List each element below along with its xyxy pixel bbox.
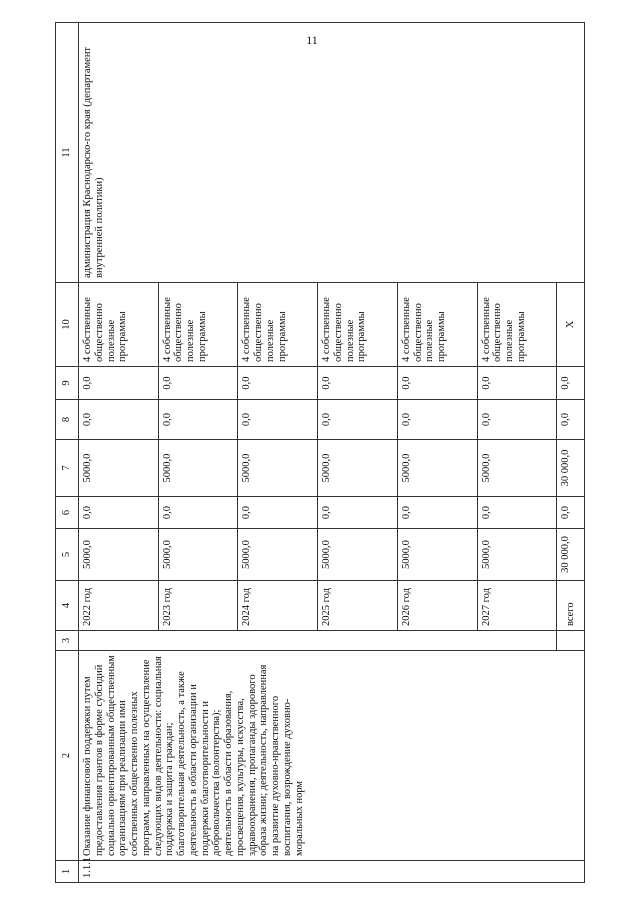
result-cell: 4 собственные общественно полезные программы: [79, 282, 159, 366]
value-cell: 0,0: [318, 496, 398, 528]
header-col-5: 5: [56, 528, 79, 580]
header-col-6: 6: [56, 496, 79, 528]
value-cell: 0,0: [397, 496, 477, 528]
total-value-cell: 0,0: [557, 366, 585, 399]
header-col-3: 3: [56, 630, 79, 650]
total-label: всего: [557, 580, 585, 630]
total-result-cell: Х: [557, 282, 585, 366]
value-cell: 5000,0: [158, 528, 238, 580]
value-cell: 5000,0: [238, 528, 318, 580]
value-cell: 0,0: [477, 399, 557, 439]
empty-cell: [557, 630, 585, 650]
year-cell: 2025 год: [318, 580, 398, 630]
value-cell: 5000,0: [318, 528, 398, 580]
empty-cell: [79, 630, 557, 650]
row-description: Оказание финансовой поддержки путем предоставления грантов в форме субсидий социально ориентированным общественным организациям при реализации ими собственных общественно полезных программ, направленных на осуществление следующих видов деятельности: социальная поддержка и защита граждан; благотворительная деятельность, а также деятельность в области организации и поддержки благотворительности и добровольчества (волонтерства); деятельность в области образования, просвещения, культуры, искусства, здравоохранения, пропаганды здорового образа жизни; деятельность, направленная на развитие духовно-нравственного воспитания, возрождение духовно-моральных норм: [79, 650, 585, 860]
value-cell: 0,0: [238, 399, 318, 439]
value-cell: 0,0: [158, 496, 238, 528]
header-col-11: 11: [56, 22, 79, 282]
page-number: 11: [306, 33, 318, 47]
year-cell: 2024 год: [238, 580, 318, 630]
year-cell: 2026 год: [397, 580, 477, 630]
result-cell: 4 собственные общественно полезные программы: [238, 282, 318, 366]
header-row: [56, 22, 79, 882]
header-col-4: 4: [56, 580, 79, 630]
total-value-cell: 0,0: [557, 496, 585, 528]
value-cell: 5000,0: [318, 439, 398, 496]
year-cell: 2022 год: [79, 580, 159, 630]
header-col-9: 9: [56, 366, 79, 399]
value-cell: 5000,0: [397, 528, 477, 580]
value-cell: 0,0: [238, 366, 318, 399]
value-cell: 0,0: [477, 496, 557, 528]
value-cell: 0,0: [79, 399, 159, 439]
value-cell: 0,0: [318, 399, 398, 439]
header-col-1: 1: [56, 860, 79, 882]
value-cell: 5000,0: [477, 528, 557, 580]
header-col-8: 8: [56, 399, 79, 439]
value-cell: 0,0: [158, 366, 238, 399]
value-cell: 5000,0: [79, 528, 159, 580]
value-cell: 0,0: [397, 399, 477, 439]
row-number: 1.1.1: [79, 860, 585, 882]
value-cell: 0,0: [397, 366, 477, 399]
result-cell: 4 собственные общественно полезные программы: [318, 282, 398, 366]
table-row: [79, 22, 159, 882]
total-value-cell: 30 000,0: [557, 528, 585, 580]
total-value-cell: 30 000,0: [557, 439, 585, 496]
header-col-10: 10: [56, 282, 79, 366]
value-cell: 5000,0: [397, 439, 477, 496]
value-cell: 5000,0: [158, 439, 238, 496]
value-cell: 0,0: [158, 399, 238, 439]
result-cell: 4 собственные общественно полезные программы: [158, 282, 238, 366]
header-col-7: 7: [56, 439, 79, 496]
year-cell: 2027 год: [477, 580, 557, 630]
header-col-2: 2: [56, 650, 79, 860]
value-cell: 0,0: [238, 496, 318, 528]
result-cell: 4 собственные общественно полезные программы: [477, 282, 557, 366]
value-cell: 5000,0: [477, 439, 557, 496]
value-cell: 0,0: [79, 496, 159, 528]
value-cell: 0,0: [477, 366, 557, 399]
value-cell: 0,0: [79, 366, 159, 399]
value-cell: 5000,0: [238, 439, 318, 496]
value-cell: 5000,0: [79, 439, 159, 496]
rotated-table-container: [55, 23, 585, 883]
year-cell: 2023 год: [158, 580, 238, 630]
result-cell: 4 собственные общественно полезные программы: [397, 282, 477, 366]
executor-cell: администрация Краснодарско-го края (департамент внутренней политики): [79, 22, 585, 282]
program-table: [55, 22, 585, 883]
value-cell: 0,0: [318, 366, 398, 399]
total-value-cell: 0,0: [557, 399, 585, 439]
